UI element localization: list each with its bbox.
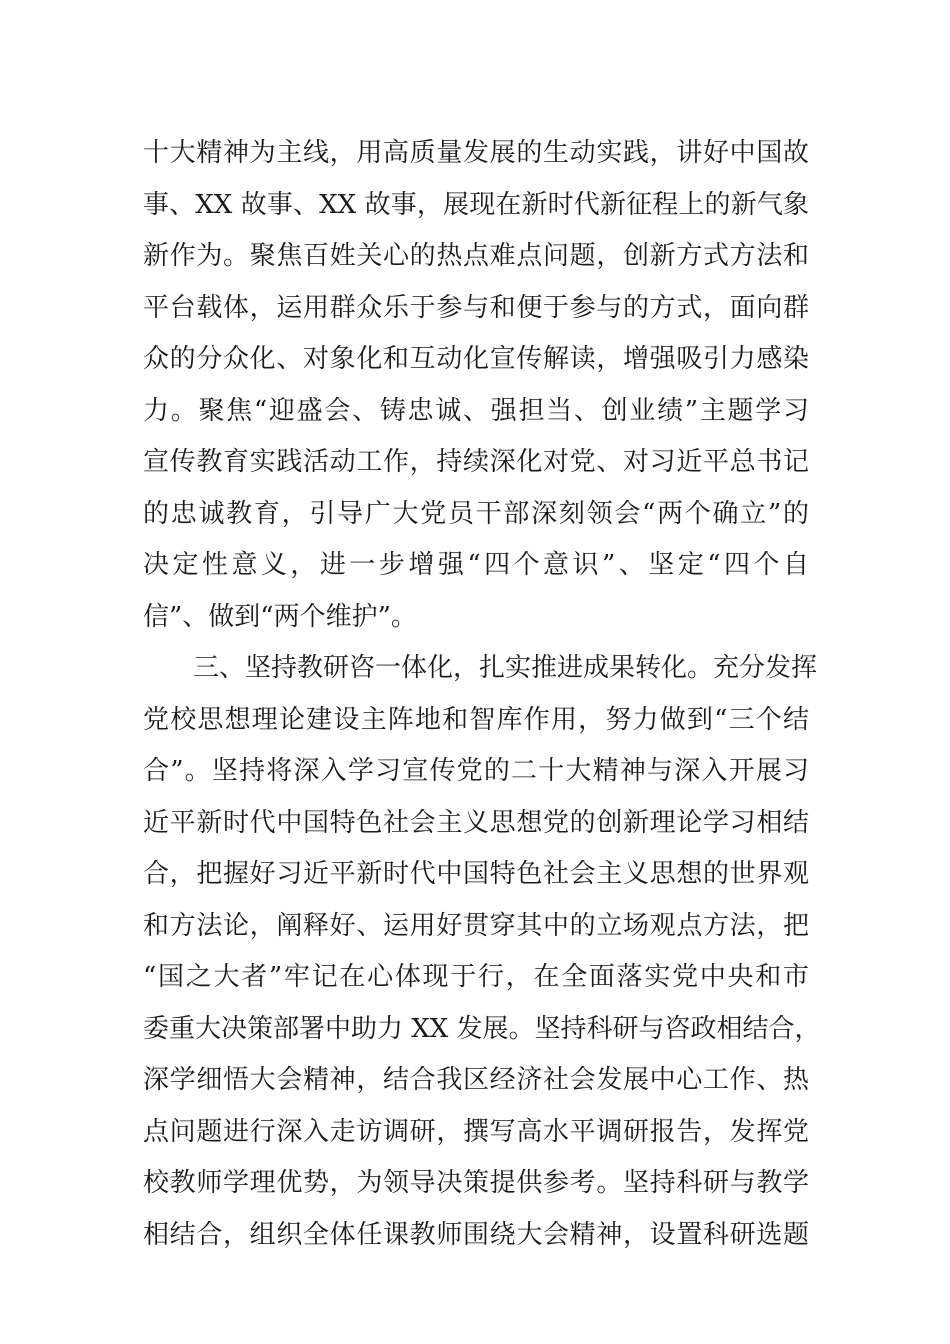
text-line-14: 近平新时代中国特色社会主义思想党的创新理论学习相结 (143, 807, 809, 838)
text-line-7: 宣传教育实践活动工作，持续深化对党、对习近平总书记 (143, 447, 809, 477)
text-line-20: 点问题进行深入走访调研，撰写高水平调研报告，发挥党 (143, 1116, 809, 1147)
text-line-6: 力。聚焦“迎盛会、铸忠诚、强担当、创业绩”主题学习 (143, 395, 809, 426)
text-line-19: 深学细悟大会精神，结合我区经济社会发展中心工作、热 (143, 1065, 809, 1095)
text-line-1: 十大精神为主线，用高质量发展的生动实践，讲好中国故 (143, 138, 809, 168)
text-line-8: 的忠诚教育，引导广大党员干部深刻领会“两个确立”的 (143, 498, 809, 529)
text-line-17: “国之大者”牢记在心体现于行，在全面落实党中央和市 (143, 962, 809, 992)
text-line-16: 和方法论，阐释好、运用好贯穿其中的立场观点方法，把 (143, 910, 809, 941)
text-line-4: 平台载体，运用群众乐于参与和便于参与的方式，面向群 (143, 292, 809, 323)
text-line-11: 三、坚持教研咨一体化，扎实推进成果转化。充分发挥 (193, 653, 818, 683)
text-line-13: 合”。坚持将深入学习宣传党的二十大精神与深入开展习 (143, 756, 809, 786)
text-line-21: 校教师学理优势，为领导决策提供参考。坚持科研与教学 (143, 1168, 809, 1198)
body-text (143, 128, 821, 1261)
text-line-12: 党校思想理论建设主阵地和智库作用，努力做到“三个结 (143, 704, 809, 735)
text-line-15: 合，把握好习近平新时代中国特色社会主义思想的世界观 (143, 859, 809, 889)
text-line-2: 事、XX 故事、XX 故事，展现在新时代新征程上的新气象 (143, 189, 809, 220)
text-line-10: 信”、做到“两个维护”。 (143, 601, 417, 632)
text-line-5: 众的分众化、对象化和互动化宣传解读，增强吸引力感染 (143, 344, 809, 374)
text-line-18: 委重大决策部署中助力 XX 发展。坚持科研与咨政相结合， (143, 1013, 821, 1044)
text-line-9: 决定性意义，进一步增强“四个意识”、坚定“四个自 (143, 550, 809, 580)
text-line-3: 新作为。聚焦百姓关心的热点难点问题，创新方式方法和 (143, 241, 809, 271)
text-line-22: 相结合，组织全体任课教师围绕大会精神，设置科研选题 (143, 1219, 809, 1250)
